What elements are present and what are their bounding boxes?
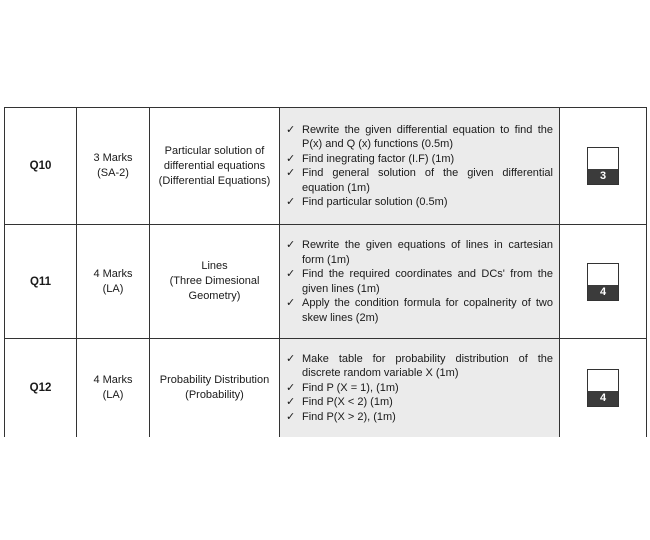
steps-cell — [280, 339, 560, 438]
topic-line: Probability Distribution — [159, 374, 270, 386]
list-item — [286, 352, 553, 381]
table-row — [5, 225, 647, 339]
topic-line: differential equations — [163, 159, 266, 172]
topic-cell — [150, 108, 280, 225]
topic-line: Geometry) — [188, 290, 241, 302]
list-item — [286, 195, 553, 210]
list-item — [286, 123, 553, 152]
marking-scheme-table — [4, 107, 647, 437]
score-cell — [560, 225, 647, 339]
marks-value: 4 Marks — [93, 374, 133, 386]
topic-cell — [150, 225, 280, 339]
marks-cell — [77, 108, 150, 225]
list-item — [286, 395, 553, 410]
check-icon: ✓ — [286, 381, 296, 394]
marks-type: (SA-2) — [97, 167, 129, 179]
marks-cell — [77, 339, 150, 438]
topic-line: (Three Dimesional — [169, 275, 260, 287]
question-number: Q10 — [5, 108, 77, 225]
score-cell — [560, 108, 647, 225]
step-text: Find P (X = 1), (1m) — [302, 381, 399, 394]
step-text: Rewrite the given differential equation to find the P(x) and Q (x) functions (0.5m) — [302, 123, 553, 150]
steps-list — [286, 123, 553, 210]
step-text: Find the required coordinates and DCs' from the given lines (1m) — [302, 268, 553, 295]
topic-cell — [150, 339, 280, 438]
topic-line: Particular solution of — [164, 144, 265, 157]
list-item — [286, 381, 553, 396]
marks-type: (LA) — [102, 389, 124, 401]
score-value: 4 — [588, 391, 618, 406]
check-icon: ✓ — [286, 352, 296, 365]
check-icon: ✓ — [286, 410, 296, 423]
steps-list — [286, 238, 553, 325]
check-icon: ✓ — [286, 268, 296, 280]
marks-value: 4 Marks — [93, 267, 133, 280]
question-number: Q12 — [5, 339, 77, 438]
topic-line: (Differential Equations) — [158, 174, 271, 187]
list-item — [286, 166, 553, 195]
step-text: Make table for probability distribution of the discrete random variable X (1m) — [302, 352, 553, 380]
step-text: Find P(X < 2) (1m) — [302, 396, 393, 409]
question-number: Q11 — [5, 225, 77, 339]
score-cell — [560, 339, 647, 438]
score-value: 3 — [588, 169, 618, 184]
table-row — [5, 108, 647, 225]
step-text: Find P(X > 2), (1m) — [302, 410, 396, 423]
marks-type: (LA) — [102, 282, 124, 295]
check-icon: ✓ — [286, 152, 296, 165]
list-item — [286, 410, 553, 425]
score-box — [587, 147, 619, 185]
steps-cell — [280, 225, 560, 339]
topic-line: Lines — [201, 260, 228, 272]
list-item — [286, 238, 553, 267]
steps-cell — [280, 108, 560, 225]
topic-line: (Probability) — [185, 389, 244, 401]
check-icon: ✓ — [286, 396, 296, 409]
steps-list — [286, 352, 553, 425]
check-icon: ✓ — [286, 297, 296, 309]
step-text: Find particular solution (0.5m) — [302, 196, 448, 208]
table-row — [5, 339, 647, 438]
score-value: 4 — [588, 285, 618, 300]
step-text: Find general solution of the given differential equation (1m) — [302, 167, 553, 194]
score-box — [587, 369, 619, 407]
list-item — [286, 267, 553, 296]
list-item — [286, 152, 553, 167]
step-text: Apply the condition formula for copalnerity of two skew lines (2m) — [302, 297, 553, 324]
check-icon: ✓ — [286, 239, 296, 251]
check-icon: ✓ — [286, 196, 296, 208]
score-box — [587, 263, 619, 301]
step-text: Rewrite the given equations of lines in cartesian form (1m) — [302, 239, 553, 266]
marks-value: 3 Marks — [93, 152, 133, 164]
list-item — [286, 296, 553, 325]
step-text: Find inegrating factor (I.F) (1m) — [302, 152, 455, 165]
marks-cell — [77, 225, 150, 339]
check-icon: ✓ — [286, 123, 296, 136]
check-icon: ✓ — [286, 167, 296, 179]
